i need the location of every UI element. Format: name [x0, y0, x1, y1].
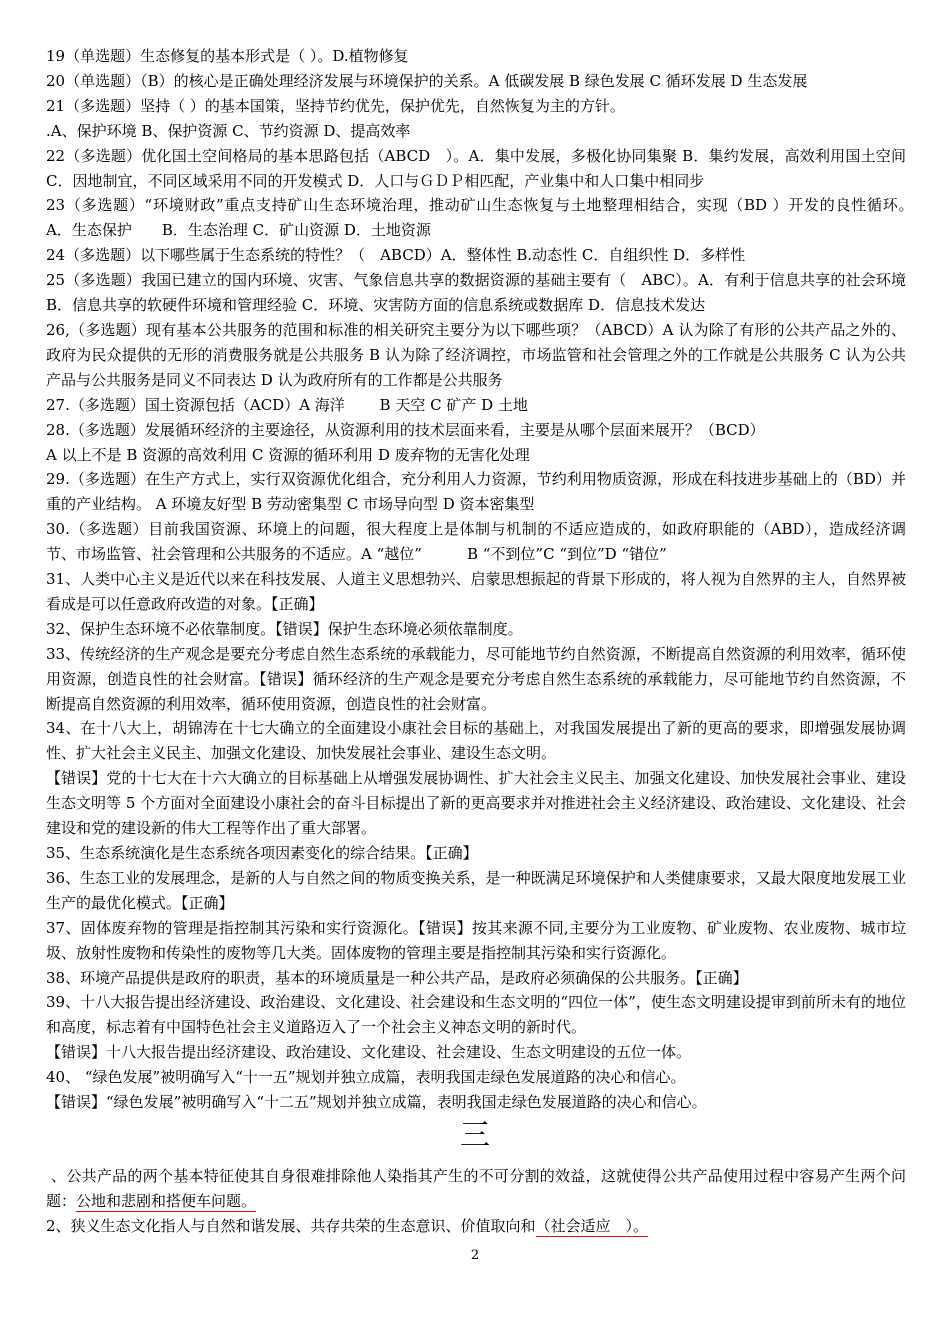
section3-question-2 [46, 1214, 906, 1239]
section3-q1-answer: 公地和悲剧和搭便车问题。 [76, 1191, 257, 1210]
question-40-answer: 【错误】“绿色发展”被明确写入“十二五”规划并独立成篇，表明我国走绿色发展道路的决心和信心。 [46, 1093, 707, 1112]
question-34-answer: 【错误】党的十七大在十六大确立的目标基础上从增强发展协调性、扩大社会主义民主、加强文化建设、加快发展社会事业、建设生态文明等 5 个方面对全面建设小康社会的奋斗目标提出了新的更高要求并对推进社会主义经济建设、政治建设、文化建设、社会建设和党的建设新的伟大工程等作出了重大部署。 [46, 769, 906, 838]
question-28-options: A 以上不是 B 资源的高效利用 C 资源的循环利用 D 废弃物的无害化处理 [46, 445, 530, 464]
page-number: 2 [470, 1248, 480, 1263]
question-30: 30.（多选题）目前我国资源、环境上的问题，很大程度上是体制与机制的不适应造成的，如政府职能的（ABD），造成经济调节、市场监管、社会管理和公共服务的不适应。A “越位” B “不到位”C “到位”D “错位” [46, 520, 906, 564]
question-27: 27.（多选题）国土资源包括（ACD）A 海洋 B 天空 C 矿产 D 土地 [46, 395, 528, 414]
question-34: 34、在十八大上，胡锦涛在十七大确立的全面建设小康社会目标的基础上，对我国发展提出了新的更高的要求，即增强发展协调性、扩大社会主义民主、加强文化建设、加快发展社会事业、建设生态文明。 [46, 719, 906, 763]
question-19: 19（单选题）生态修复的基本形式是（ ）。D.植物修复 [46, 47, 409, 65]
question-29: 29.（多选题）在生产方式上，实行双资源优化组合，充分利用人力资源，节约利用物质资源，形成在科技进步基础上的（BD）并重的产业结构。 A 环境友好型 B 劳动密集型 C 市场导向型 D 资本密集型 [46, 470, 906, 514]
question-35: 35、生态系统演化是生态系统各项因素变化的综合结果。【正确】 [46, 844, 478, 862]
question-20: 20（单选题）（B）的核心是正确处理经济发展与环境保护的关系。A 低碳发展 B 绿色发展 C 循环发展 D 生态发展 [46, 71, 808, 90]
question-21: 21（多选题）坚持（ ）的基本国策，坚持节约优先，保护优先，自然恢复为主的方针。 [46, 96, 625, 115]
question-39-answer: 【错误】十八大报告提出经济建设、政治建设、文化建设、社会建设、生态文明建设的五位一体。 [46, 1043, 692, 1062]
section-three [46, 1164, 906, 1239]
question-23: 23（多选题）“环境财政”重点支持矿山生态环境治理，推动矿山生态恢复与土地整理相结合，实现（BD ）开发的良性循环。 A．生态保护 B．生态治理 C．矿山资源 D．土地资源 [46, 196, 922, 240]
question-37: 37、固体废弃物的管理是指控制其污染和实行资源化。【错误】按其来源不同,主要分为工业废物、矿业废物、农业废物、城市垃圾、放射性废物和传染性的废物等几大类。固体废物的管理主要是指控制其污染和实行资源化。 [46, 918, 906, 962]
question-40: 40、 “绿色发展”被明确写入“十一五”规划并独立成篇，表明我国走绿色发展道路的决心和信心。 [46, 1068, 686, 1087]
question-32: 32、保护生态环境不必依靠制度。【错误】保护生态环境必须依靠制度。 [46, 619, 523, 638]
section3-q1-text: 、公共产品的两个基本特征使其自身很难排除他人染指其产生的不可分割的效益，这就使得公共产品使用过程中容易产生两个问题： [46, 1167, 906, 1210]
question-21-options: .A、保护环境 B、保护资源 C、节约资源 D、提高效率 [46, 121, 411, 140]
question-33: 33、传统经济的生产观念是要充分考虑自然生态系统的承载能力，尽可能地节约自然资源，不断提高自然资源的利用效率，循环使用资源，创造良性的社会财富。【错误】循环经济的生产观念是要充分考虑自然生态系统的承载能力，尽可能地节约自然资源，不断提高自然资源的利用效率，循环使用资源，创造良性的社会财富。 [46, 644, 906, 713]
question-31: 31、人类中心主义是近代以来在科技发展、人道主义思想勃兴、启蒙思想振起的背景下形成的，将人视为自然界的主人，自然界被看成是可以任意政府改造的对象。【正确】 [46, 570, 906, 613]
question-list [46, 44, 926, 1115]
question-25: 25（多选题）我国已建立的国内环境、灾害、气象信息共享的数据资源的基础主要有（ ABC）。A．有利于信息共享的社会环境 B．信息共享的软硬件环境和管理经验 C．环境、灾害防方面的信息系统或数据库 D．信息技术发达 [46, 271, 926, 315]
question-26: 26,（多选题）现有基本公共服务的范围和标准的相关研究主要分为以下哪些项？（ABCD）A 认为除了有形的公共产品之外的、政府为民众提供的无形的消费服务就是公共服务 B 认为除了经济调控，市场监管和社会管理之外的工作就是公共服务 C 认为公共产品与公共服务是同义不同表达 D 认为政府所有的工作都是公共服务 [46, 320, 906, 389]
question-38: 38、环境产品提供是政府的职责，基本的环境质量是一种公共产品，是政府必须确保的公共服务。【正确】 [46, 968, 748, 987]
section3-q2-answer: （社会适应 ）。 [535, 1216, 649, 1235]
question-24: 24（多选题）以下哪些属于生态系统的特性？（ ABCD）A．整体性 B.动态性 C．自组织性 D．多样性 [46, 246, 746, 265]
section3-q2-text: 2、狭义生态文化指人与自然和谐发展、共存共荣的生态意识、价值取向和 [46, 1216, 536, 1235]
section-heading: 三 [460, 1118, 490, 1153]
question-22: 22（多选题）优化国土空间格局的基本思路包括（ABCD ）。A．集中发展，多极化协同集聚 B．集约发展，高效利用国土空间 C．因地制宜，不同区域采用不同的开发模式 D．人口与ＧＤＰ相匹配，产业集中和人口集中相同步 [46, 146, 906, 190]
question-36: 36、生态工业的发展理念，是新的人与自然之间的物质变换关系，是一种既满足环境保护和人类健康要求，又最大限度地发展工业生产的最优化模式。【正确】 [46, 868, 906, 912]
section3-question-1 [46, 1164, 906, 1214]
question-28: 28.（多选题）发展循环经济的主要途径，从资源利用的技术层面来看，主要是从哪个层面来展开？（BCD） [46, 420, 765, 439]
question-39: 39、十八大报告提出经济建设、政治建设、文化建设、社会建设和生态文明的“四位一体”，使生态文明建设提审到前所未有的地位和高度，标志着有中国特色社会主义道路迈入了一个社会主义神态文明的新时代。 [46, 993, 906, 1037]
